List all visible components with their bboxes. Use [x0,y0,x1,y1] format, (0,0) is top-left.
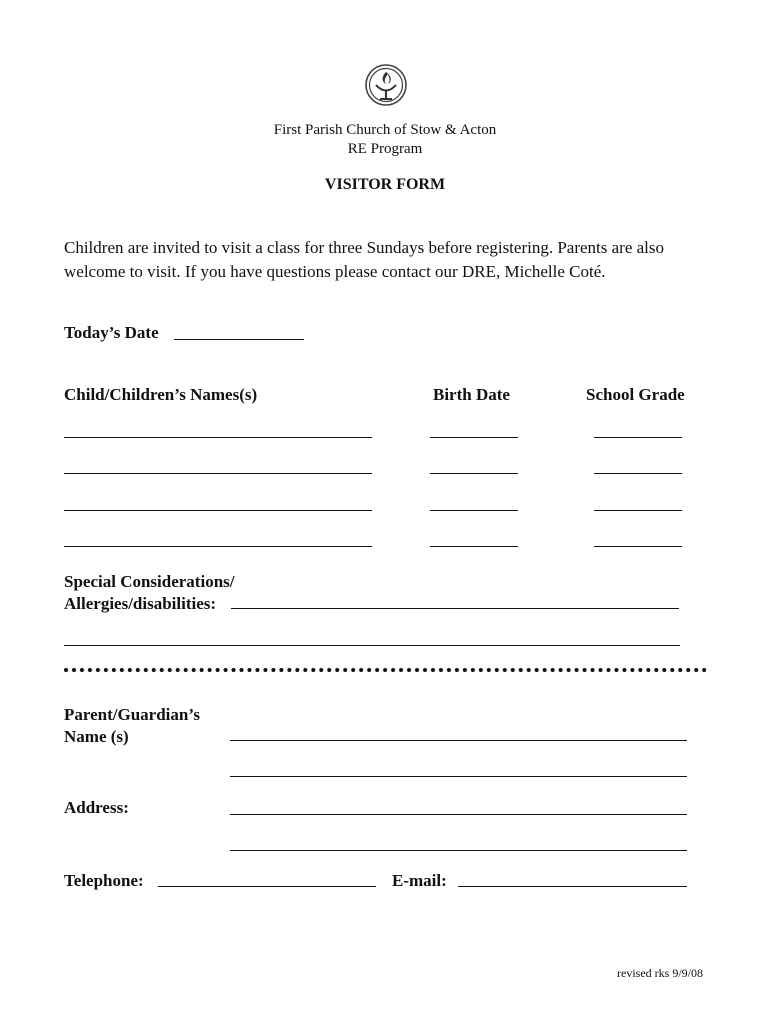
birth-date-field[interactable] [430,546,518,547]
address-field[interactable] [230,814,687,815]
intro-paragraph [64,236,714,284]
todays-date-field[interactable] [174,339,304,340]
telephone-label: Telephone: [64,871,144,890]
email-label: E-mail: [392,871,447,890]
parent-guardian-label: Parent/Guardian’s [64,705,201,724]
todays-date-label: Today’s Date [64,323,159,342]
program-name: RE Program [347,141,423,157]
special-considerations-label: Special Considerations/ [64,572,235,591]
birth-date-field[interactable] [430,437,518,438]
child-name-field[interactable] [64,473,372,474]
organization-name: First Parish Church of Stow & Acton [273,122,497,138]
birth-date-field[interactable] [430,510,518,511]
school-grade-field[interactable] [594,510,682,511]
school-grade-header: School Grade [586,385,685,404]
allergies-field[interactable] [231,608,679,609]
parent-name-field[interactable] [230,740,687,741]
birth-date-header: Birth Date [433,385,510,404]
address-label: Address: [64,798,129,817]
parent-name-label: Name (s) [64,727,129,746]
form-title: VISITOR FORM [324,176,446,193]
school-grade-field[interactable] [594,473,682,474]
child-name-field[interactable] [64,546,372,547]
child-name-field[interactable] [64,510,372,511]
address-field-2[interactable] [230,850,687,851]
chalice-icon [364,62,408,108]
child-name-field[interactable] [64,437,372,438]
intro-line-2: welcome to visit. If you have questions please contact our DRE, Michelle Coté. [64,262,606,281]
school-grade-field[interactable] [594,437,682,438]
allergies-field-continued[interactable] [64,645,680,646]
child-names-header: Child/Children’s Names(s) [64,385,258,404]
email-field[interactable] [458,886,687,887]
intro-line-1: Children are invited to visit a class for three Sundays before registering. Parents are also [64,238,665,257]
school-grade-field[interactable] [594,546,682,547]
revision-note: revised rks 9/9/08 [617,966,703,980]
dotted-divider [64,668,707,672]
telephone-field[interactable] [158,886,376,887]
birth-date-field[interactable] [430,473,518,474]
allergies-label: Allergies/disabilities: [64,594,217,613]
parent-name-field-2[interactable] [230,776,687,777]
